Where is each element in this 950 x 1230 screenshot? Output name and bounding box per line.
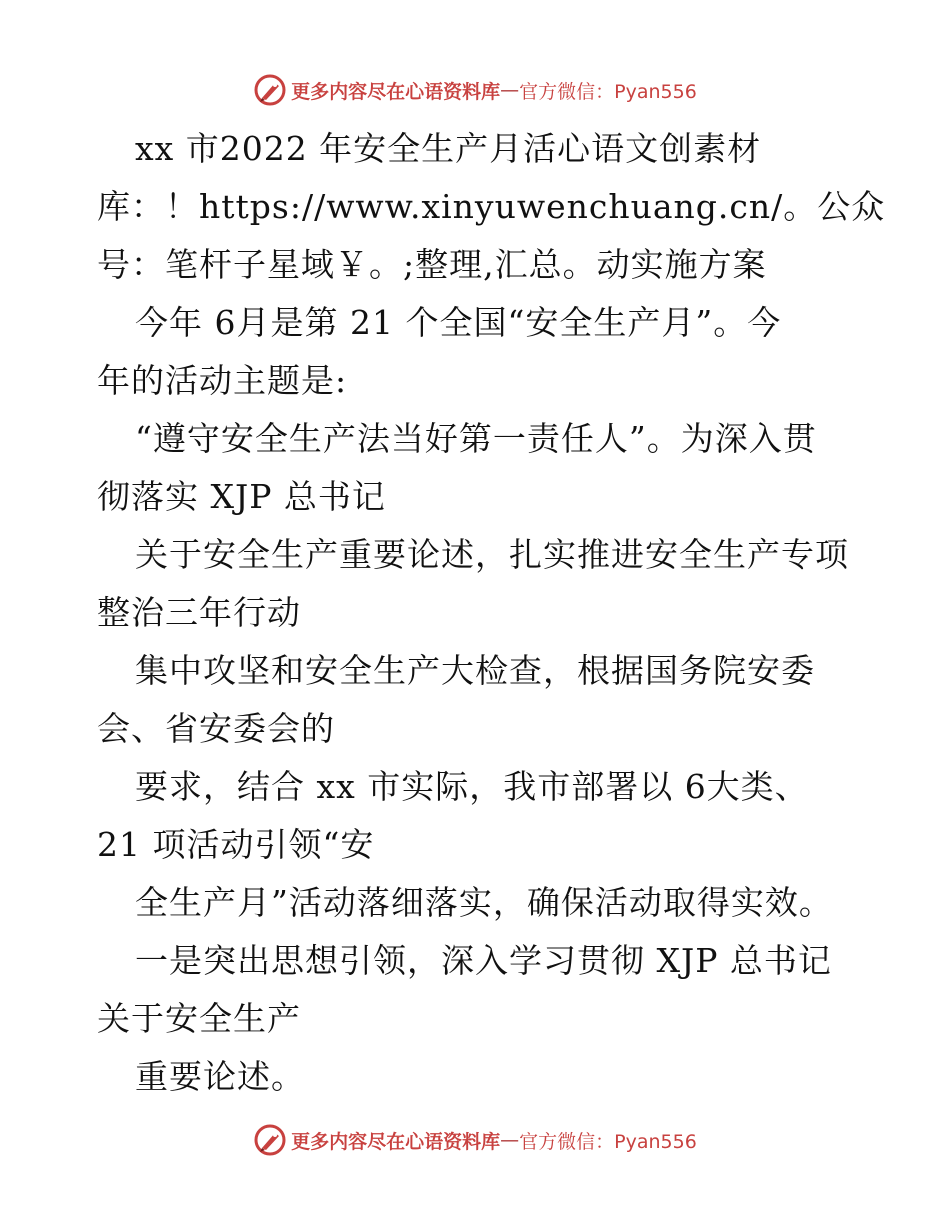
watermark-contact: 官方微信：Pyan556	[519, 1130, 697, 1153]
body-line: 整治三年行动	[97, 593, 301, 632]
body-line: 关于安全生产	[97, 999, 301, 1038]
pen-nib-logo-icon	[253, 1123, 287, 1157]
header-watermark-banner	[0, 70, 950, 110]
body-line: 全生产月”活动落细落实，确保活动取得实效。	[135, 883, 833, 922]
body-line: 21 项活动引领“安	[97, 825, 375, 864]
body-line: 库：！https://www.xinyuwenchuang.cn/。公众	[97, 187, 886, 226]
body-line: 集中攻坚和安全生产大检查，根据国务院安委	[135, 651, 815, 690]
watermark-dash: —	[500, 1129, 520, 1151]
document-body	[97, 120, 886, 1106]
body-line: 重要论述。	[135, 1057, 305, 1096]
watermark-dash: —	[500, 79, 520, 101]
body-line: 关于安全生产重要论述，扎实推进安全生产专项	[135, 535, 849, 574]
body-line: “遵守安全生产法当好第一责任人”。为深入贯	[135, 419, 817, 458]
body-line: 要求，结合 xx 市实际，我市部署以 6大类、	[135, 767, 809, 806]
body-line: 年的活动主题是:	[97, 361, 348, 400]
pen-nib-logo-icon	[253, 73, 287, 107]
watermark-text: 更多内容尽在心语资料库	[291, 80, 501, 103]
body-line: 一是突出思想引领，深入学习贯彻 XJP 总书记	[135, 941, 832, 980]
body-line: 彻落实 XJP 总书记	[97, 477, 386, 516]
body-line: 今年 6月是第 21 个全国“安全生产月”。今	[135, 303, 782, 342]
footer-watermark-banner	[0, 1120, 950, 1160]
watermark-text: 更多内容尽在心语资料库	[291, 1130, 501, 1153]
body-line: 号：笔杆子星域￥。;整理,汇总。动实施方案	[97, 245, 767, 284]
body-line: 会、省安委会的	[97, 709, 335, 748]
watermark-contact: 官方微信：Pyan556	[519, 80, 697, 103]
body-line: xx 市2022 年安全生产月活心语文创素材	[135, 129, 762, 168]
